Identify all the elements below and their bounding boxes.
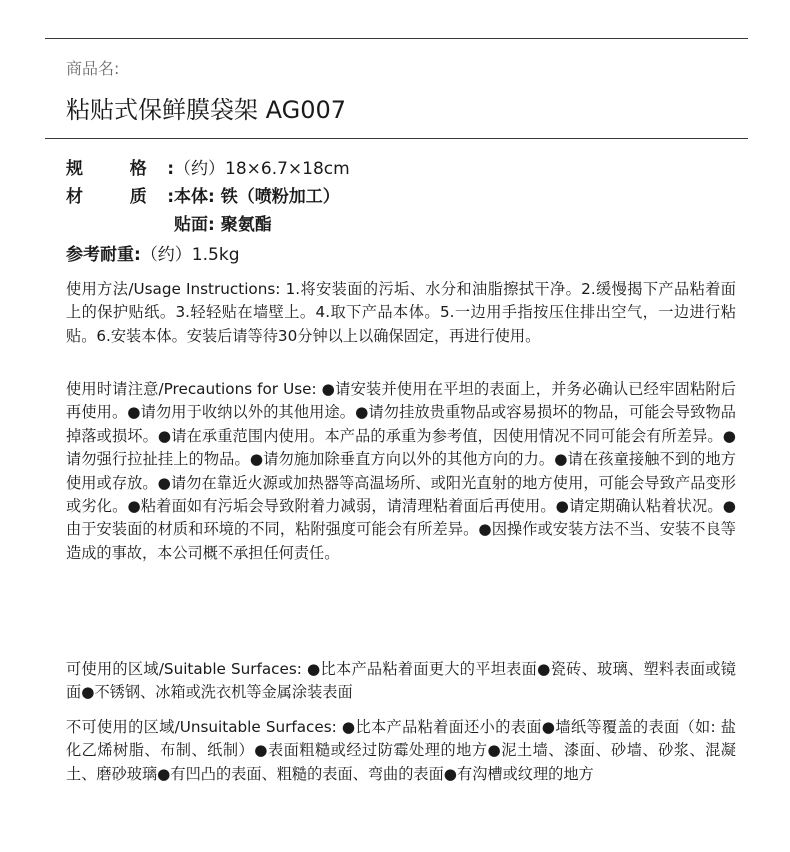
suitable-surfaces: 可使用的区域/Suitable Surfaces: ●比本产品粘着面更大的平坦表面●瓷砖、玻璃、塑料表面或镜面●不锈钢、冰箱或洗衣机等金属涂装表面: [66, 660, 736, 702]
spec-material-body: 本体: 铁（喷粉加工）: [174, 187, 340, 207]
spec-material: [66, 182, 340, 207]
product-label: 商品名:: [66, 59, 120, 78]
spec-size: [66, 154, 350, 179]
top-divider: [45, 38, 748, 39]
spec-material-pad-value: 贴面: 聚氨酯: [174, 215, 272, 235]
product-name: 粘贴式保鲜膜袋架 AG007: [66, 96, 347, 124]
usage-instructions: 使用方法/Usage Instructions: 1.将安装面的污垢、水分和油脂擦拭干净。2.缓慢揭下产品粘着面上的保护贴纸。3.轻轻贴在墙壁上。4.取下产品本体。5.一边用手指按压住排出空气，一边进行粘贴。6.安装本体。安装后请等待30分钟以上以确保固定，再进行使用。: [66, 280, 736, 345]
spec-material-pad: [66, 210, 272, 235]
spec-load-key: 参考耐重:: [66, 245, 141, 265]
header-divider: [45, 138, 748, 139]
spec-load-value: （约）1.5kg: [140, 245, 240, 265]
unsuitable-surfaces: 不可使用的区域/Unsuitable Surfaces: ●比本产品粘着面还小的表面●墙纸等覆盖的表面（如: 盐化乙烯树脂、布制、纸制）●表面粗糙或经过防霉处理的地方●泥土墙、漆面、砂墙、砂浆、混凝土、磨砂玻璃●有凹凸的表面、粗糙的表面、弯曲的表面●有沟槽或纹理的地方: [66, 718, 736, 783]
spec-size-value: （约）18×6.7×18cm: [174, 159, 350, 179]
spec-load: [66, 240, 239, 265]
spec-material-key: 材 质:: [66, 187, 174, 207]
precautions: 使用时请注意/Precautions for Use: ●请安装并使用在平坦的表面上，并务必确认已经牢固粘附后再使用。●请勿用于收纳以外的其他用途。●请勿挂放贵重物品或容易损坏的物品，可能会导致物品掉落或损坏。●请在承重范围内使用。本产品的承重为参考值，因使用情况不同可能会有所差异。●请勿强行拉扯挂上的物品。●请勿施加除垂直方向以外的其他方向的力。●请在孩童接触不到的地方使用或存放。●请勿在靠近火源或加热器等高温场所、或阳光直射的地方使用，可能会导致产品变形或劣化。●粘着面如有污垢会导致附着力减弱，请清理粘着面后再使用。●请定期确认粘着状况。●由于安装面的材质和环境的不同，粘附强度可能会有所差异。●因操作或安装方法不当、安装不良等造成的事故，本公司概不承担任何责任。: [66, 380, 736, 562]
spec-size-key: 规 格:: [66, 159, 174, 179]
